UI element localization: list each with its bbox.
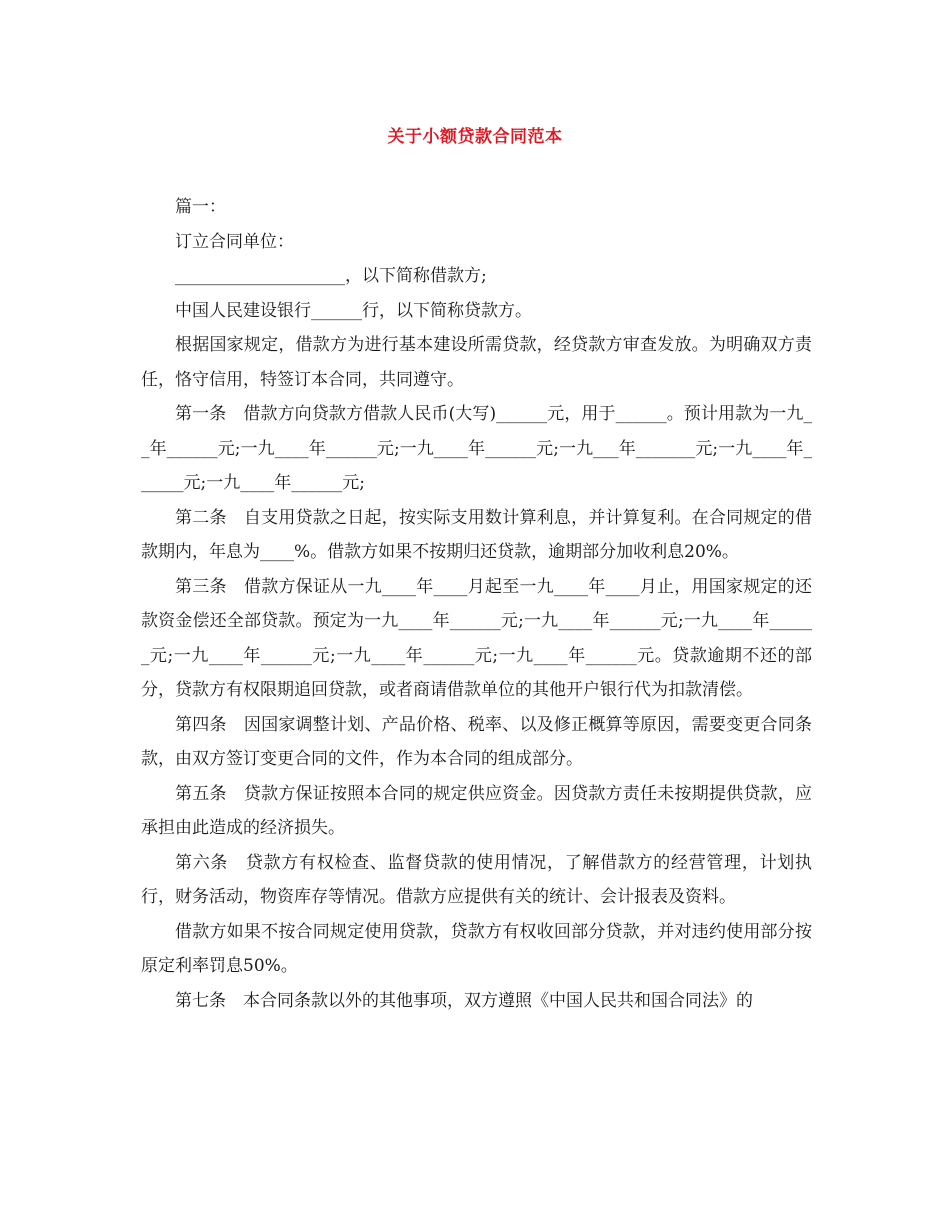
paragraph-article-4: 第四条 因国家调整计划、产品价格、税率、以及修正概算等原因，需要变更合同条款，由双方签订变更合同的文件，作为本合同的组成部分。 xyxy=(141,714,812,769)
paragraph-contract-parties: 订立合同单位： xyxy=(175,231,294,252)
document-title: 关于小额贷款合同范本 xyxy=(387,127,563,147)
paragraph-preamble: 根据国家规定，借款方为进行基本建设所需贷款，经贷款方审查发放。为明确双方责任，恪守信用，特签订本合同，共同遵守。 xyxy=(141,335,812,390)
paragraph-article-6: 第六条 贷款方有权检查、监督贷款的使用情况，了解借款方的经营管理，计划执行，财务活动，物资库存等情况。借款方应提供有关的统计、会计报表及资料。 xyxy=(141,852,812,907)
paragraph-borrower-blank: ____________________，以下简称借款方; xyxy=(175,266,487,286)
paragraph-lender-bank: 中国人民建设银行______行，以下简称贷款方。 xyxy=(175,300,532,321)
paragraph-article-7: 第七条 本合同条款以外的其他事项，双方遵照《中国人民共和国合同法》的 xyxy=(175,990,753,1011)
paragraph-chapter-one: 篇一： xyxy=(175,197,226,217)
document-body xyxy=(141,190,812,1018)
paragraph-article-3: 第三条 借款方保证从一九____年____月起至一九____年____月止，用国家规定的还款资金偿还全部贷款。预定为一九____年______元;一九____年______元;一九____年______元;一九____年______元;一九____年______元;一九____年______元。贷款逾期不还的部分，贷款方有权限期追回贷款，或者商请借款单位的其他开户银行代为扣款清偿。 xyxy=(141,576,812,700)
paragraph-article-2: 第二条 自支用贷款之日起，按实际支用数计算利息，并计算复利。在合同规定的借款期内，年息为____%。借款方如果不按期归还贷款，逾期部分加收利息20%。 xyxy=(141,507,812,562)
paragraph-article-5: 第五条 贷款方保证按照本合同的规定供应资金。因贷款方责任未按期提供贷款，应承担由此造成的经济损失。 xyxy=(141,783,812,838)
paragraph-article-6-penalty: 借款方如果不按合同规定使用贷款，贷款方有权收回部分贷款，并对违约使用部分按原定利率罚息50%。 xyxy=(141,921,812,976)
paragraph-article-1: 第一条 借款方向贷款方借款人民币(大写)______元，用于______。预计用款为一九__年______元;一九____年______元;一九____年______元;一九___年_______元;一九____年______元;一九____年______元; xyxy=(141,404,812,493)
